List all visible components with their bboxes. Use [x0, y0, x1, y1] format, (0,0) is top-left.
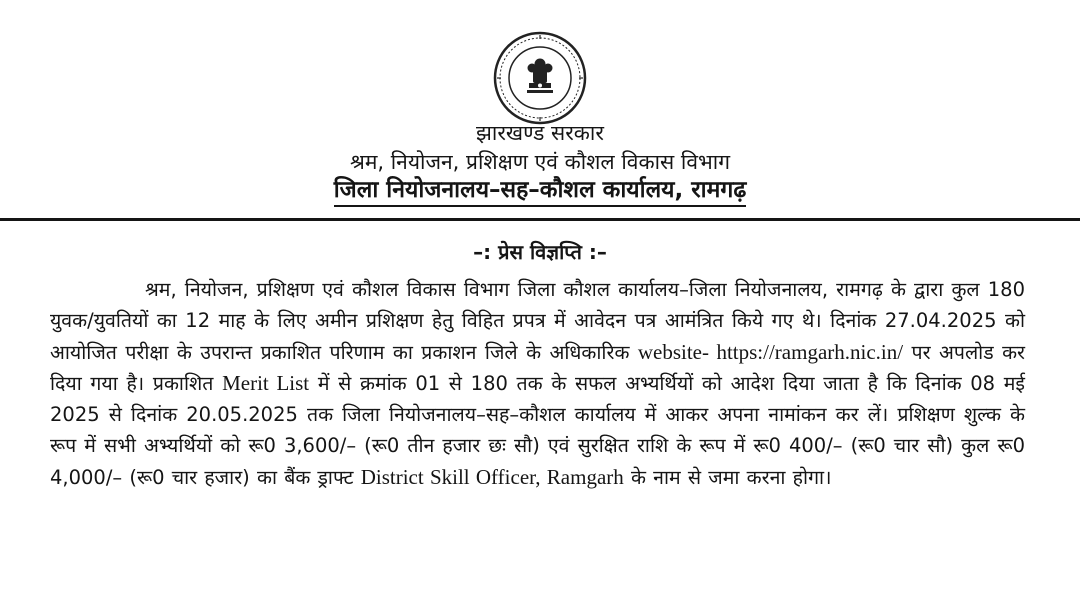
notice-text-part-1: श्रम, नियोजन, प्रशिक्षण एवं कौशल विकास विभाग जिला कौशल कार्यालय–जिला नियोजनालय, रामगढ़ के द्वारा कुल 180 युवक/युवतियों का 12 माह के लिए अमीन प्रशिक्षण हेतु विहित प्रपत्र में आवेदन पत्र आमंत्रित किये गए थे। दिनांक 27.04.2025 को आयोजित परीक्षा के उपरान्त प्रकाशित परिणाम का प्रकाशन जिले के अधिकारिक: [50, 278, 1025, 364]
office-title: [0, 176, 1080, 207]
department-title: श्रम, नियोजन, प्रशिक्षण एवं कौशल विकास विभाग: [349, 150, 731, 174]
website-link[interactable]: website- https://ramgarh.nic.in/: [637, 339, 904, 364]
payee-name: District Skill Officer, Ramgarh: [360, 464, 624, 489]
government-title: झारखण्ड सरकार: [476, 121, 604, 145]
press-release-heading: –: प्रेस विज्ञप्ति :–: [473, 240, 607, 264]
merit-list-label: Merit List: [222, 370, 310, 395]
notice-body: [50, 274, 1025, 493]
notice-text-part-2: पर अपलोड कर दिया गया है। प्रकाशित: [50, 340, 1026, 395]
state-emblem-seal: [492, 30, 588, 126]
notice-text-part-3: में से क्रमांक 01 से 180 तक के सफल अभ्यर्थियों को आदेश दिया जाता है कि दिनांक 08 मई 2025 से दिनांक 20.05.2025 तक जिला नियोजनालय–सह–कौशल कार्यालय में आकर अपना नामांकन कर लें। प्रशिक्षण शुल्क के रूप में सभी अभ्यर्थियों को रू0 3,600/– (रू0 तीन हजार छः सौ) एवं सुरक्षित राशि के रूप में रू0 400/– (रू0 चार सौ) कुल रू0 4,000/– (रू0 चार हजार) का बैंक ड्राफ्ट: [50, 371, 1025, 489]
office-title-text: जिला नियोजनालय–सह–कौशल कार्यालय, रामगढ़: [334, 176, 747, 207]
header-divider: [0, 218, 1080, 221]
notice-text-part-4: के नाम से जमा करना होगा।: [630, 465, 832, 489]
